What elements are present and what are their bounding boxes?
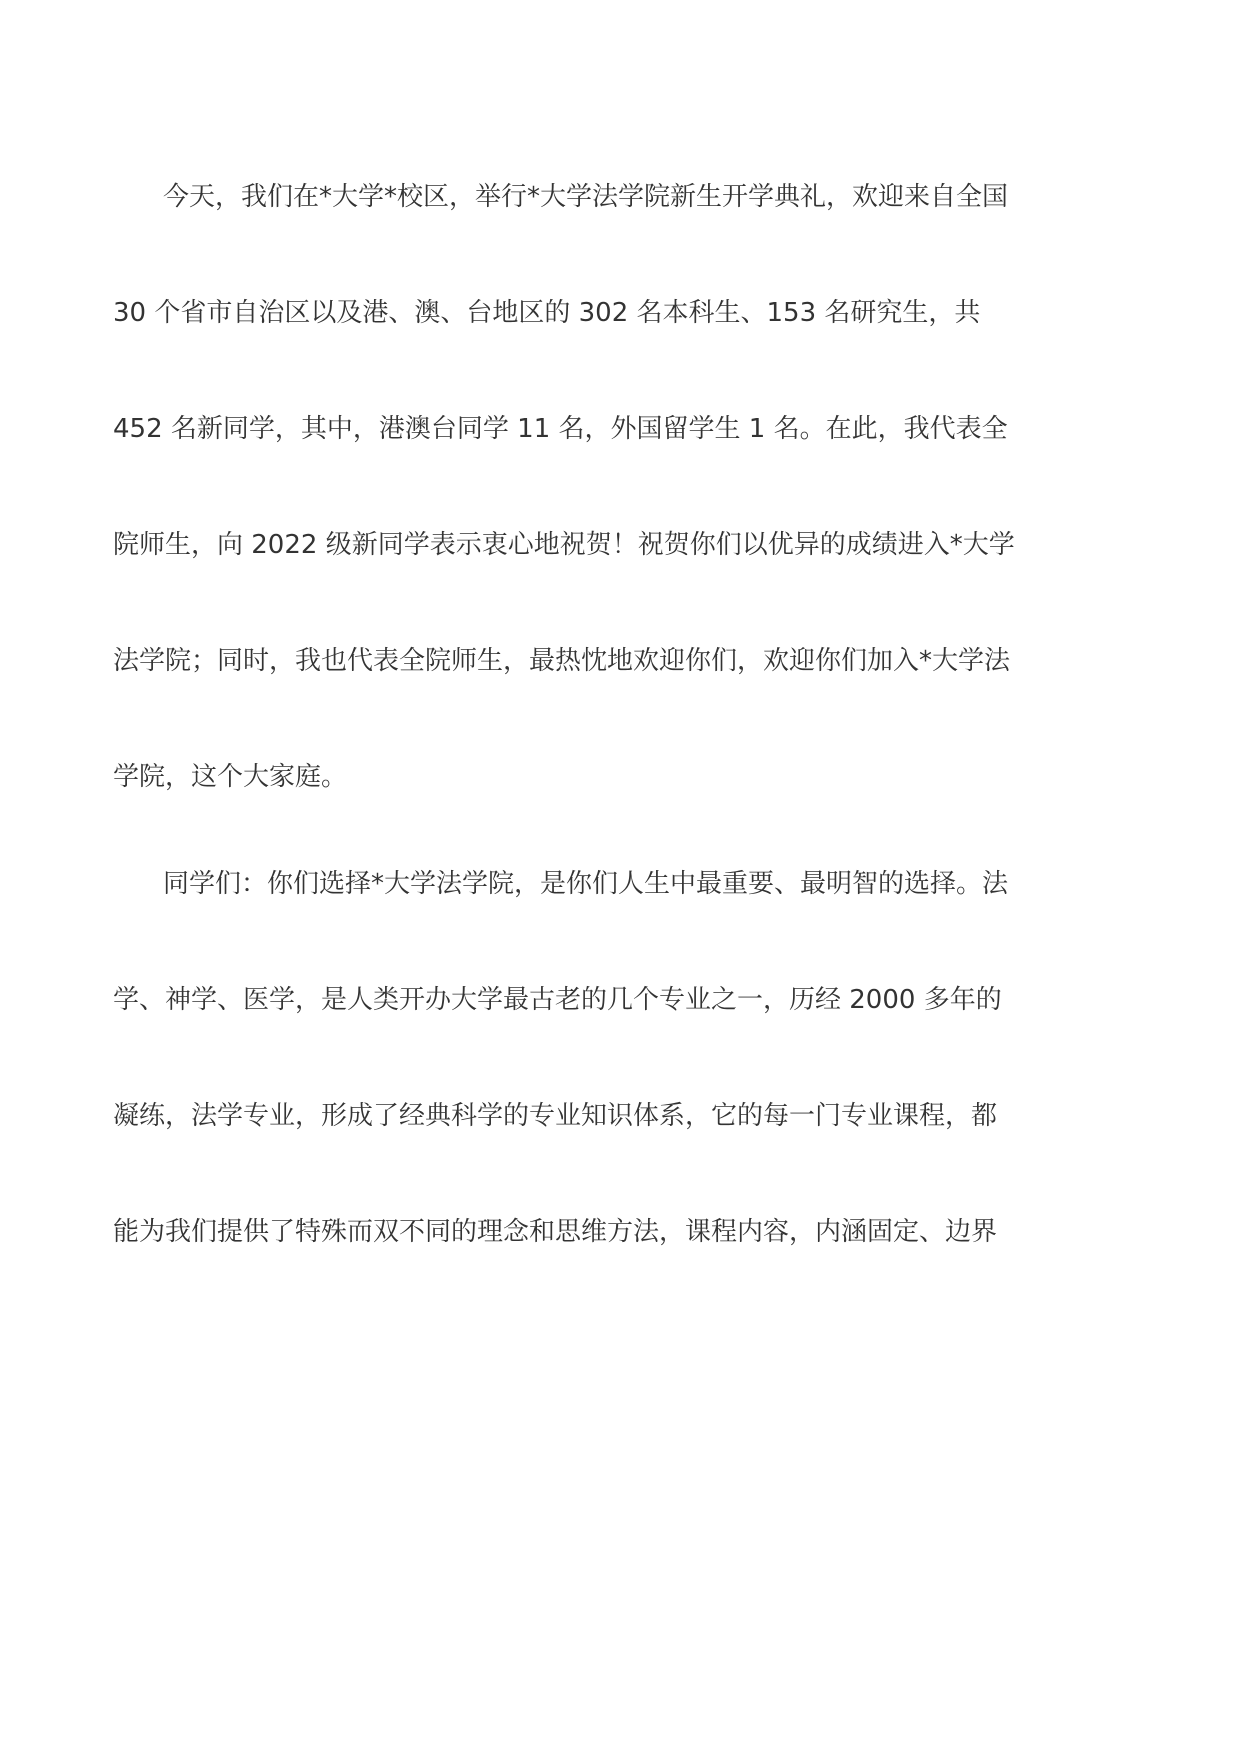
paragraph-2-line-4: 能为我们提供了特殊而双不同的理念和思维方法，课程内容，内涵固定、边界 xyxy=(113,1217,998,1247)
paragraph-1-line-3: 452 名新同学，其中，港澳台同学 11 名，外国留学生 1 名。在此，我代表全 xyxy=(113,414,1008,444)
paragraph-1-line-4: 院师生，向 2022 级新同学表示衷心地祝贺！祝贺你们以优异的成绩进入*大学 xyxy=(113,530,1015,560)
paragraph-2-line-3: 凝练，法学专业，形成了经典科学的专业知识体系，它的每一门专业课程，都 xyxy=(113,1101,998,1131)
paragraph-2-line-1: 同学们：你们选择*大学法学院，是你们人生中最重要、最明智的选择。法 xyxy=(163,869,1009,899)
paragraph-2-line-2: 学、神学、医学，是人类开办大学最古老的几个专业之一，历经 2000 多年的 xyxy=(113,985,1002,1015)
paragraph-1-line-6: 学院，这个大家庭。 xyxy=(113,762,348,792)
paragraph-1-line-5: 法学院；同时，我也代表全院师生，最热忱地欢迎你们，欢迎你们加入*大学法 xyxy=(113,646,1011,676)
paragraph-1-line-2: 30 个省市自治区以及港、澳、台地区的 302 名本科生、153 名研究生，共 xyxy=(113,298,981,328)
paragraph-1-line-1: 今天，我们在*大学*校区，举行*大学法学院新生开学典礼，欢迎来自全国 xyxy=(163,182,1009,212)
